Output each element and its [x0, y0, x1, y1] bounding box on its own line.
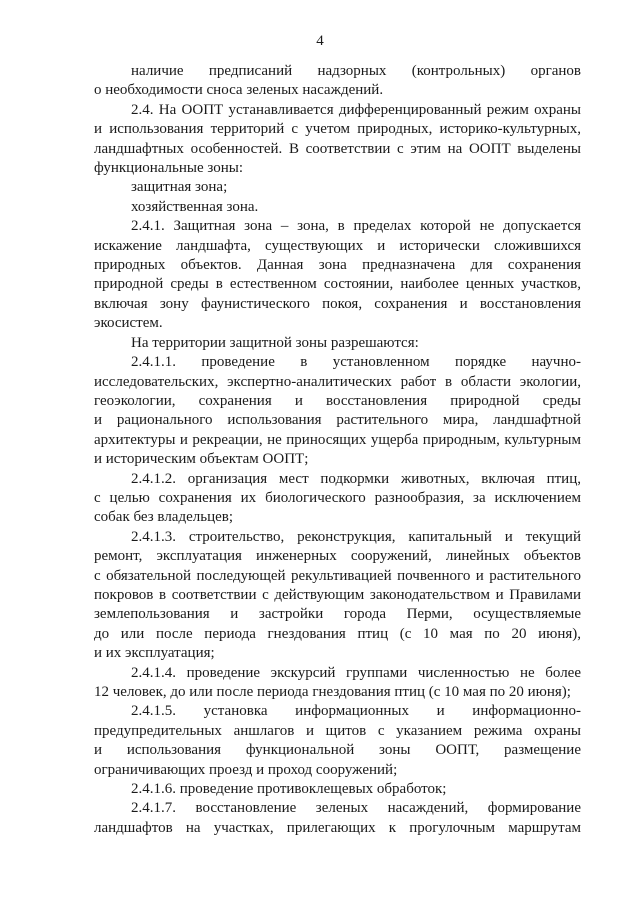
text-line: 2.4.1. Защитная зона – зона, в пределах которой не допускается: [131, 218, 581, 235]
list-item-economic-zone: [94, 198, 581, 217]
list-item-protective-zone: [94, 178, 581, 197]
text-line: На территории защитной зоны разрешаются:: [131, 334, 419, 351]
text-line: с обязательной последующей рекультивацией почвенного и растительного: [94, 567, 581, 584]
text-line: архитектуры и рекреации, не приносящих ущерба природным, культурным: [94, 431, 581, 448]
text-line: защитная зона;: [131, 179, 228, 196]
text-line: исследовательских, экспертно-аналитических работ в области экологии,: [94, 373, 581, 390]
paragraph-2-4-1-1: [94, 353, 581, 469]
text-line: ландшафтов на участках, прилегающих к прогулочным маршрутам: [94, 819, 581, 836]
paragraph-2-4-1: [94, 217, 581, 333]
text-line: геоэкологии, сохранения и восстановления природной среды: [94, 392, 581, 409]
text-line: 2.4.1.7. восстановление зеленых насаждений, формирование: [131, 800, 581, 817]
text-line: наличие предписаний надзорных (контрольных) органов: [131, 63, 581, 79]
text-line: ландшафтных особенностей. В соответствии с этим на ООПТ выделены: [94, 140, 581, 157]
text-line: и использования функциональной зоны ООПТ, размещение: [94, 742, 581, 759]
paragraph-sanitary-prescriptions: [94, 62, 581, 101]
text-line: и историческим объектам ООПТ;: [94, 451, 309, 468]
text-line: хозяйственная зона.: [131, 198, 259, 215]
text-line: о необходимости сноса зеленых насаждений.: [94, 82, 384, 99]
text-line: искажение ландшафта, существующих и исторически сложившихся: [94, 237, 581, 254]
text-line: 2.4.1.3. строительство, реконструкция, капитальный и текущий: [131, 528, 581, 545]
text-line: до или после периода гнездования птиц (с 10 мая по 20 июня),: [94, 625, 581, 642]
text-line: включая зону фаунистического покоя, сохранения и восстановления: [94, 295, 581, 312]
text-line: и использования территорий с учетом природных, историко-культурных,: [94, 121, 581, 138]
text-line: и их эксплуатация;: [94, 645, 215, 662]
text-line: природной среды в естественном состоянии, наиболее ценных участков,: [94, 276, 581, 293]
text-line: 2.4. На ООПТ устанавливается дифференцированный режим охраны: [131, 101, 581, 118]
document-body: [94, 62, 581, 838]
text-line: 2.4.1.6. проведение противоклещевых обработок;: [131, 781, 447, 798]
text-line: функциональные зоны:: [94, 160, 243, 177]
text-line: 2.4.1.4. проведение экскурсий группами численностью не более: [131, 664, 581, 681]
text-line: собак без владельцев;: [94, 509, 234, 526]
text-line: предупредительных аншлагов и щитов с указанием режима охраны: [94, 722, 581, 739]
text-line: с целью сохранения их биологического разнообразия, за исключением: [94, 489, 581, 506]
text-line: 2.4.1.5. установка информационных и информационно-: [131, 703, 581, 720]
text-line: и рационального использования растительного мира, ландшафтной: [94, 412, 581, 429]
paragraph-2-4-1-3: [94, 528, 581, 664]
paragraph-2-4-1-5: [94, 702, 581, 780]
text-line: ремонт, эксплуатация инженерных сооружений, линейных объектов: [94, 548, 581, 565]
paragraph-2-4: [94, 101, 581, 179]
paragraph-2-4-1-4: [94, 664, 581, 703]
paragraph-2-4-1-7: [94, 799, 581, 838]
text-line: 12 человек, до или после периода гнездования птиц (с 10 мая по 20 июня);: [94, 684, 571, 700]
text-line: природных объектов. Данная зона предназначена для сохранения: [94, 257, 581, 274]
page-number: 4: [316, 33, 324, 49]
paragraph-allowed-intro: [94, 334, 581, 353]
text-line: покровов в соответствии с действующим законодательством и Правилами: [94, 586, 581, 603]
text-line: 2.4.1.2. организация мест подкормки животных, включая птиц,: [131, 470, 581, 487]
text-line: 2.4.1.1. проведение в установленном порядке научно-: [131, 354, 581, 371]
paragraph-2-4-1-2: [94, 470, 581, 528]
text-line: экосистем.: [94, 315, 163, 332]
text-line: ограничивающих проезд и проход сооружений;: [94, 761, 398, 778]
text-line: землепользования и застройки города Перми, осуществляемые: [94, 606, 581, 623]
paragraph-2-4-1-6: [94, 780, 581, 799]
